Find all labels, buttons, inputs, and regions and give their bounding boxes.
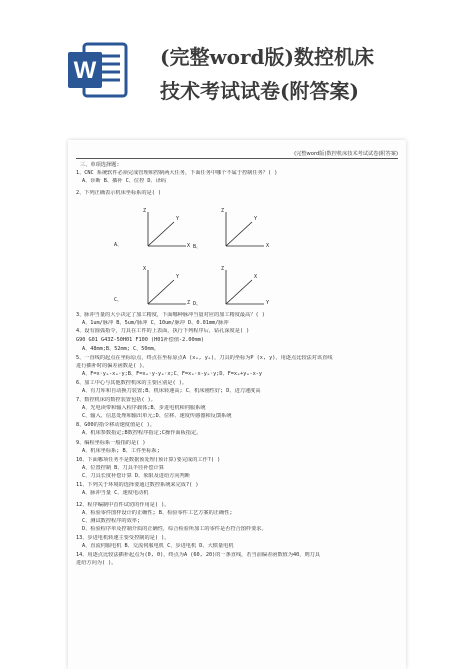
section-heading: 三、单项选择题: (80, 162, 120, 168)
axis-label-x: X (187, 243, 191, 249)
axis-label-y: Y (176, 216, 180, 222)
question-14-cont: 进给方向为( )。 (76, 560, 117, 566)
axis-diagram-b (218, 208, 268, 252)
question-5: 5、一直线的起点在坐标原点，终点在坐标原点A (xₑ, yₑ)，刀具的坐标为P (x, y)，用逐点比较法对该直线 (76, 355, 333, 361)
question-5-cont: 进行插补时的偏差函数是( )。 (76, 363, 148, 369)
axis-label-x: X (266, 243, 270, 249)
question-7: 7、数控机床的数控装置包括( )。 (76, 397, 156, 403)
question-9: 9、编程坐标系一般指的是( ) (76, 440, 146, 446)
question-3-options: A、1um/脉冲 B、5um/脉冲 C、10um/脉冲 D、0.01mm/脉冲 (82, 320, 229, 326)
question-13-options: A、直流伺服电机 B、交流伺服电机 C、步进电机 D、大惯量电机 (82, 543, 234, 549)
question-1: 1、CNC 系统软件必须完成管理和控制两大任务，下面任务中哪个不属于控制任务？( ) (76, 170, 278, 176)
axis-label-x: X (254, 274, 258, 280)
question-6: 6、加工中心与其他数控机床的主要区别是( )。 (76, 380, 188, 386)
question-10-options: A、位置控制 B、刀具半径补偿计算 (82, 465, 164, 471)
question-2: 2、下列正确表示机床坐标系的是( ) (76, 190, 162, 196)
question-8: 8、G00的指令移动速度值是( )。 (76, 422, 155, 428)
option-c-label: C、 (114, 297, 123, 303)
question-4-options: A、48mm;B、52mm; C、50mm。 (82, 346, 159, 352)
axis-label-z: Z (221, 208, 225, 214)
question-12-options-3: D、检验程序单及控制介质的正确性，综合检验所加工的零件是否符合图样要求。 (82, 526, 267, 532)
axis-label-y: Y (266, 300, 270, 306)
question-7-options: A、光电读带和输入程序载体;B、步进电机和伺服系统 (82, 405, 206, 411)
axis-diagram-d (218, 266, 268, 310)
question-8-options: A、机床参数指定;B数控程序指定;C操作面板指定。 (82, 430, 202, 436)
question-11-options: A、脉冲当量 C、速度电动机 (82, 490, 149, 496)
question-6-options: A、有刀库和自动换刀装置;B、机床转速高; C、机床刚性好; D、进刀速度高 (82, 388, 261, 394)
question-12: 12、程序编制中首件试切的作用是( )。 (76, 502, 170, 508)
axis-diagram-a (140, 208, 190, 252)
question-12-options: A、检验零件图样设计的正确性; B、检验零件工艺方案的正确性; (82, 510, 233, 516)
title-banner (0, 0, 474, 140)
question-13: 13、步进电机转速主要受控制的是( )。 (76, 535, 170, 541)
title-line-2: 技术考试试卷(附答案) (160, 79, 359, 103)
option-d-label: D、 (193, 301, 202, 307)
question-10: 10、下面哪项任务不是数据预处理(预计算)要完成的工作?( ) (76, 457, 221, 463)
question-5-options: A、F=x·yₑ-xₑ·y;B、F=xₑ·y-yₑ·x;C、F=xₑ·x-yₑ·y;D、F=xₑ+yₑ-x-y (82, 371, 263, 377)
axis-label-y: Y (254, 216, 258, 222)
option-b-label: B、 (193, 244, 202, 250)
question-1-options: A、诊断 B、插补 C、位控 D、译码 (82, 178, 167, 184)
axis-label-z: Z (221, 266, 225, 272)
question-10-options-2: C、刀具长度补偿计算 D、象限及进给方向判断 (82, 473, 190, 479)
word-document-icon (66, 38, 130, 102)
exam-page (68, 140, 406, 669)
question-11: 11、下列关于环境的选择要通过数控系统来完成?( ) (76, 482, 199, 488)
axis-label-z: Z (187, 300, 191, 306)
axis-label-y: Y (176, 274, 180, 280)
running-header: (完整word版)数控机床技术考试试卷(附答案) (294, 151, 398, 157)
question-4: 4、设有圆弧指令，刀具在工件的上表面，执行下列程序后，钻孔深度是( ) (76, 328, 250, 334)
axis-label-x: X (143, 266, 147, 272)
header-rule (76, 158, 398, 159)
question-4-code: G90 G01 G43Z-50H01 F100 (H01补偿值-2.00mm) (76, 337, 204, 343)
question-7-options-2: C、输入、信息处理和输出单元;D、位移、速度传感器和反馈系统 (82, 413, 232, 419)
logo-letter: W (73, 57, 97, 84)
option-a-label: A、 (114, 242, 123, 248)
question-3: 3、脉冲当量的大小决定了加工精度，下面哪种脉冲当量对应的加工精度最高？( ) (76, 312, 265, 318)
question-14: 14、用逐点比较法插补起点为(0, 0)，终点为A (60, 20)的一条直线，若当前偏差函数值为40，则刀具 (76, 552, 321, 558)
question-9-options: A、机床坐标系; B、工件坐标系; (82, 448, 160, 454)
title-line-1: (完整word版)数控机床 (160, 45, 375, 69)
page-title (160, 40, 470, 108)
axis-diagram-c (140, 266, 190, 310)
axis-label-z: Z (143, 208, 147, 214)
question-12-options-2: C、测试数控程序的效率; (82, 518, 141, 524)
